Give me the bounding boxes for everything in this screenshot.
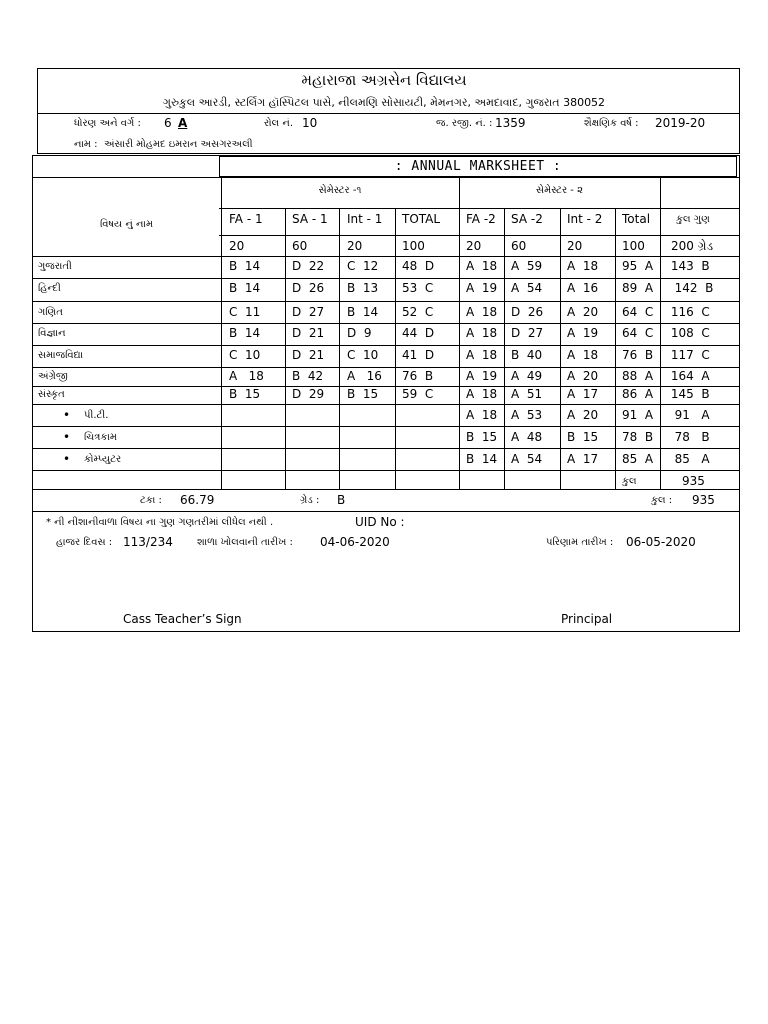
mark-cell: A 18 bbox=[466, 408, 498, 422]
mark-cell: B 13 bbox=[347, 281, 379, 295]
year-label: શૈક્ષણિક વર્ષ : bbox=[584, 118, 639, 129]
mark-cell: 86 A bbox=[622, 387, 654, 401]
exclusion-note: * ની નીશાનીવાળા વિષય ના ગુણ ગણતરીમાં લીધેલ નથી . bbox=[46, 517, 274, 528]
mark-cell: D 29 bbox=[292, 387, 325, 401]
mark-cell: 85 A bbox=[622, 452, 654, 466]
mark-cell: A 18 bbox=[229, 369, 264, 383]
attendance-label: હાજર દિવસ : bbox=[56, 537, 113, 548]
max-mark: 20 bbox=[347, 239, 363, 253]
subject-name: ગણિત bbox=[38, 307, 63, 318]
subject-name: વિજ્ઞાન bbox=[38, 328, 66, 339]
year-value: 2019-20 bbox=[655, 116, 706, 130]
mark-cell: B 40 bbox=[511, 348, 543, 362]
subject-name: કોમ્પ્યુટર bbox=[84, 454, 122, 465]
mark-cell: B 14 bbox=[347, 305, 379, 319]
mark-cell: 78 B bbox=[622, 430, 654, 444]
attendance-value: 113/234 bbox=[123, 535, 173, 549]
subject-name: પી.ટી. bbox=[84, 410, 109, 421]
mark-cell: D 22 bbox=[292, 259, 325, 273]
col-header: FA - 1 bbox=[229, 212, 263, 226]
division-value: A bbox=[178, 116, 188, 130]
col-header: SA -2 bbox=[511, 212, 543, 226]
mark-cell: A 20 bbox=[567, 408, 599, 422]
max-mark: 20 bbox=[567, 239, 583, 253]
mark-cell: B 15 bbox=[466, 430, 498, 444]
opening-date-label: શાળા ખોલવાની તારીખ : bbox=[197, 537, 293, 548]
school-name: મહારાજા અગ્રસેન વિદ્યાલય bbox=[301, 71, 467, 89]
col-header: TOTAL bbox=[402, 212, 441, 226]
max-mark: 20 bbox=[466, 239, 482, 253]
mark-cell: 59 C bbox=[402, 387, 434, 401]
mark-cell: D 27 bbox=[292, 305, 325, 319]
opening-date-value: 04-06-2020 bbox=[320, 535, 390, 549]
mark-cell: A 16 bbox=[347, 369, 382, 383]
semester-1-header: સેમેસ્ટર -૧ bbox=[318, 185, 362, 196]
mark-cell: 164 A bbox=[667, 369, 710, 383]
mark-cell: A 18 bbox=[466, 348, 498, 362]
mark-cell: A 18 bbox=[466, 259, 498, 273]
result-date-label: પરિણામ તારીખ : bbox=[546, 537, 614, 548]
mark-cell: B 14 bbox=[466, 452, 498, 466]
mark-cell: 143 B bbox=[667, 259, 710, 273]
mark-cell: C 11 bbox=[229, 305, 261, 319]
mark-cell: A 16 bbox=[567, 281, 599, 295]
bullet-icon: • bbox=[63, 430, 71, 444]
subject-name: અંગ્રેજી bbox=[38, 371, 68, 382]
mark-cell: 52 C bbox=[402, 305, 434, 319]
percent-value: 66.79 bbox=[180, 493, 215, 507]
name-value: અંસારી મોહમદ ઇમરાન અસગરઅલી bbox=[104, 139, 253, 150]
total-value: 935 bbox=[682, 474, 705, 488]
max-mark: 100 bbox=[622, 239, 645, 253]
bullet-icon: • bbox=[63, 452, 71, 466]
max-mark: 60 bbox=[292, 239, 308, 253]
mark-cell: A 20 bbox=[567, 369, 599, 383]
col-header: Int - 1 bbox=[347, 212, 383, 226]
mark-cell: A 49 bbox=[511, 369, 543, 383]
bullet-icon: • bbox=[63, 408, 71, 422]
mark-cell: D 26 bbox=[511, 305, 544, 319]
max-mark: 100 bbox=[402, 239, 425, 253]
mark-cell: A 19 bbox=[466, 369, 498, 383]
mark-cell: 41 D bbox=[402, 348, 435, 362]
name-label: નામ : bbox=[74, 139, 98, 150]
mark-cell: A 51 bbox=[511, 387, 543, 401]
mark-cell: 89 A bbox=[622, 281, 654, 295]
mark-cell: A 17 bbox=[567, 387, 599, 401]
max-mark: 200 ગ્રેડ bbox=[671, 239, 714, 253]
mark-cell: A 54 bbox=[511, 281, 543, 295]
mark-cell: D 27 bbox=[511, 326, 544, 340]
mark-cell: 85 A bbox=[667, 452, 710, 466]
mark-cell: 53 C bbox=[402, 281, 434, 295]
mark-cell: B 14 bbox=[229, 281, 261, 295]
mark-cell: A 19 bbox=[567, 326, 599, 340]
mark-cell: B 42 bbox=[292, 369, 324, 383]
mark-cell: 142 B bbox=[667, 281, 714, 295]
mark-cell: 64 C bbox=[622, 326, 654, 340]
mark-cell: D 9 bbox=[347, 326, 372, 340]
mark-cell: A 54 bbox=[511, 452, 543, 466]
col-header: Int - 2 bbox=[567, 212, 603, 226]
mark-cell: A 48 bbox=[511, 430, 543, 444]
mark-cell: 145 B bbox=[667, 387, 710, 401]
grade-label: ગ્રેડ : bbox=[300, 495, 320, 506]
mark-cell: B 15 bbox=[567, 430, 599, 444]
summary-total-value: 935 bbox=[692, 493, 715, 507]
mark-cell: B 15 bbox=[229, 387, 261, 401]
mark-cell: B 14 bbox=[229, 259, 261, 273]
mark-cell: 78 B bbox=[667, 430, 710, 444]
summary-total-label: કુલ : bbox=[651, 495, 673, 506]
principal-sign: Principal bbox=[561, 612, 613, 626]
mark-cell: 91 A bbox=[622, 408, 654, 422]
subject-name: હિન્દી bbox=[38, 283, 61, 294]
mark-cell: 116 C bbox=[667, 305, 710, 319]
subject-name: સંસ્કૃત bbox=[38, 389, 65, 400]
mark-cell: A 18 bbox=[567, 259, 599, 273]
max-mark: 60 bbox=[511, 239, 527, 253]
mark-cell: A 59 bbox=[511, 259, 543, 273]
gr-label: જ. રજી. નં. : bbox=[436, 118, 493, 129]
mark-cell: A 18 bbox=[567, 348, 599, 362]
grade-value: B bbox=[337, 493, 346, 507]
mark-cell: 95 A bbox=[622, 259, 654, 273]
mark-cell: 64 C bbox=[622, 305, 654, 319]
school-address: ગુરુકુલ આરડી, સ્ટર્લિંગ હૉસ્પિટલ પાસે, નીલમણિ સોસાયટી, મેમનગર, અમદાવાદ, ગુજરાત 380052 bbox=[162, 96, 606, 109]
semester-2-header: સેમેસ્ટર - ૨ bbox=[536, 185, 583, 196]
mark-cell: B 14 bbox=[229, 326, 261, 340]
standard-value: 6 bbox=[164, 116, 172, 130]
mark-cell: A 18 bbox=[466, 305, 498, 319]
mark-cell: 44 D bbox=[402, 326, 435, 340]
mark-cell: A 17 bbox=[567, 452, 599, 466]
mark-cell: B 15 bbox=[347, 387, 379, 401]
col-header: FA -2 bbox=[466, 212, 496, 226]
col-header: SA - 1 bbox=[292, 212, 328, 226]
percent-label: ટકા : bbox=[140, 495, 162, 506]
mark-cell: D 26 bbox=[292, 281, 325, 295]
mark-cell: D 21 bbox=[292, 348, 325, 362]
teacher-sign: Cass Teacher’s Sign bbox=[123, 612, 242, 626]
mark-cell: A 19 bbox=[466, 281, 498, 295]
mark-cell: 108 C bbox=[667, 326, 710, 340]
max-mark: 20 bbox=[229, 239, 245, 253]
roll-label: રોલ નં. bbox=[264, 118, 294, 129]
mark-cell: 76 B bbox=[402, 369, 434, 383]
mark-cell: A 18 bbox=[466, 387, 498, 401]
mark-cell: A 18 bbox=[466, 326, 498, 340]
mark-cell: 88 A bbox=[622, 369, 654, 383]
mark-cell: A 53 bbox=[511, 408, 543, 422]
col-header: Total bbox=[622, 212, 651, 226]
mark-cell: 91 A bbox=[667, 408, 710, 422]
subject-name: સમાજવિદ્યા bbox=[38, 350, 84, 361]
roll-value: 10 bbox=[302, 116, 318, 130]
mark-cell: 76 B bbox=[622, 348, 654, 362]
mark-cell: D 21 bbox=[292, 326, 325, 340]
gr-value: 1359 bbox=[495, 116, 526, 130]
mark-cell: C 10 bbox=[347, 348, 379, 362]
subject-name: ચિત્રકામ bbox=[84, 432, 117, 443]
result-date-value: 06-05-2020 bbox=[626, 535, 696, 549]
mark-cell: A 20 bbox=[567, 305, 599, 319]
col-header: કુલ ગુણ bbox=[676, 214, 710, 225]
sheet-title: : ANNUAL MARKSHEET : bbox=[219, 156, 737, 177]
mark-cell: 117 C bbox=[667, 348, 710, 362]
subject-header: વિષય નું નામ bbox=[99, 219, 154, 230]
total-label: કુલ bbox=[622, 476, 637, 487]
mark-cell: C 12 bbox=[347, 259, 379, 273]
uid-label: UID No : bbox=[355, 515, 405, 529]
standard-label: ધોરણ અને વર્ગ : bbox=[74, 118, 141, 129]
subject-name: ગુજરાતી bbox=[38, 261, 72, 272]
mark-cell: C 10 bbox=[229, 348, 261, 362]
mark-cell: 48 D bbox=[402, 259, 435, 273]
